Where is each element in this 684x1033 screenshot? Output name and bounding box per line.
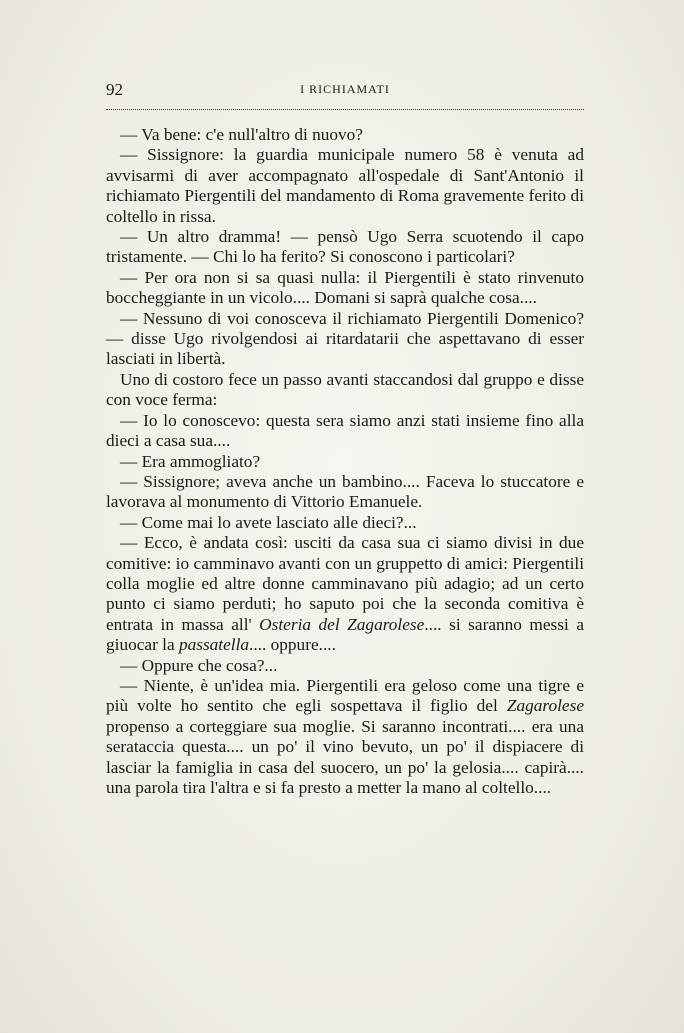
paragraph-text: propenso a corteggiare sua moglie. Si saranno incontrati.... era una serataccia questa.... un po' il vino bevuto, un po' il dispiacere di lasciar la famiglia in casa del suocero, un po' la gelosia.... capirà.... una parola tira l'altra e si fa presto a metter la mano al coltello.... <box>106 716 584 797</box>
paragraph: — Come mai lo avete lasciato alle dieci?... <box>120 512 417 532</box>
paragraph-text: .... si saranno messi a giuocar la <box>106 614 584 655</box>
paragraph <box>106 533 584 655</box>
body-text <box>106 125 584 798</box>
running-title: I RICHIAMATI <box>300 82 390 96</box>
paragraph-text: .... oppure.... <box>249 635 336 655</box>
paragraph: — Oppure che cosa?... <box>120 655 278 675</box>
italic-text: Osteria del Zagarolese <box>259 614 425 634</box>
paragraph-text: — Ecco, è andata così: usciti da casa sua ci siamo divisi in due comitive: io camminavo avanti con un gruppetto di amici: Piergentili colla moglie ed altre donne camminavano più adagio; ad un certo punto ci siamo perduti; ho saputo poi che la seconda comitiva è entrata in massa all' <box>106 533 584 634</box>
paragraph: Uno di costoro fece un passo avanti staccandosi dal gruppo e disse con voce ferma: <box>106 369 584 410</box>
paragraph: — Sissignore: la guardia municipale numero 58 è venuta ad avvisarmi di aver accompagnato all'ospedale di Sant'Antonio il richiamato Piergentili del mandamento di Roma gravemente ferito di coltello in rissa. <box>106 145 584 226</box>
paragraph-text: — Niente, è un'idea mia. Piergentili era geloso come una tigre e più volte ho sentito che egli sospettava il figlio del <box>106 675 584 716</box>
paragraph: — Era ammogliato? <box>120 451 261 471</box>
paragraph: — Sissignore; aveva anche un bambino.... Faceva lo stuccatore e lavorava al monumento di Vittorio Emanuele. <box>106 471 584 512</box>
paragraph: — Nessuno di voi conosceva il richiamato Piergentili Domenico? — disse Ugo rivolgendosi ai ritardatarii che aspettavano di esser lasciati in libertà. <box>106 308 584 369</box>
paragraph: — Va bene: c'e null'altro di nuovo? <box>120 125 363 144</box>
paragraph <box>106 676 584 798</box>
header-rule <box>106 109 584 110</box>
italic-text: Zagarolese <box>506 696 584 716</box>
italic-text: passatella <box>178 635 250 655</box>
page-header <box>106 80 584 102</box>
paragraph: — Un altro dramma! — pensò Ugo Serra scuotendo il capo tristamente. — Chi lo ha ferito? Si conoscono i particolari? <box>106 227 584 267</box>
page-number: 92 <box>106 80 123 99</box>
paragraph: — Per ora non si sa quasi nulla: il Piergentili è stato rinvenuto boccheggiante in un vicolo.... Domani si saprà qualche cosa.... <box>106 267 584 308</box>
paragraph: — Io lo conoscevo: questa sera siamo anzi stati insieme fino alla dieci a casa sua.... <box>106 410 584 451</box>
